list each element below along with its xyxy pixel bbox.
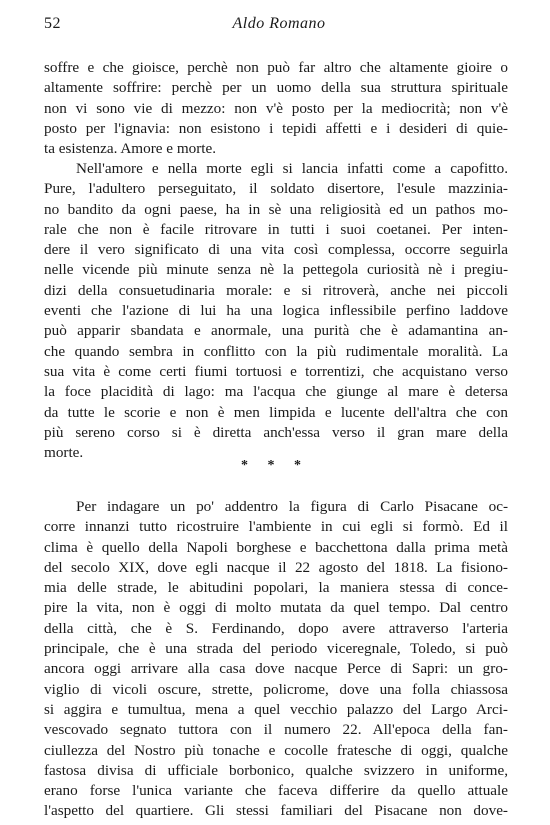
text-line: fastosa divisa di ufficiale borbonico, qualche svizzero in uniforme, bbox=[44, 761, 508, 779]
text-line: sua vita è come certi fiumi tortuosi e torrentizi, che acquistano verso bbox=[44, 362, 508, 380]
text-line: clima è quello della Napoli borghese e bacchettona dalla prima metà bbox=[44, 538, 508, 556]
text-line: da tutte le scorie e non è men limpida e lucente dell'altra che con bbox=[44, 403, 508, 421]
text-line: rale che non è facile ritrovare in tutti i suoi coetanei. Per inten- bbox=[44, 220, 508, 238]
text-line: vescovado segnato tuttora con il numero 22. All'epoca della fan- bbox=[44, 721, 508, 739]
text-line: si aggira e tumultua, mena a quel vecchio palazzo del Largo Arci- bbox=[44, 700, 508, 718]
text-line: dizi della consuetudinaria morale: e si ritroverà, anche nei piccoli bbox=[44, 281, 508, 299]
paragraph-3 bbox=[44, 497, 508, 822]
text-line: ancora oggi arrivare alla casa dove nacque Perce di Sapri: un gro- bbox=[44, 660, 508, 678]
text-line: viglio di vicoli oscure, strette, policrome, dove una folla chiassosa bbox=[44, 680, 508, 698]
text-line: pire la vita, non è oggi di molto mutata da quel tempo. Dal centro bbox=[44, 599, 508, 617]
running-head: Aldo Romano bbox=[232, 15, 326, 32]
text-line: ciullezza del Nostro più tonache e cocolle fratesche di oggi, qualche bbox=[44, 741, 508, 759]
text-line: la foce placidità di lago: ma l'acqua che giunge al mare è detersa bbox=[44, 383, 508, 401]
text-line: ta esistenza. Amore e morte. bbox=[44, 140, 217, 158]
text-line: può apparir sbandata e anormale, una purità che è adamantina an- bbox=[44, 322, 508, 340]
paragraph-1 bbox=[44, 58, 508, 159]
text-line: Pure, l'adultero perseguitato, il soldato disertore, l'esule mazzinia- bbox=[44, 180, 508, 198]
text-line: non vi sono vie di mezzo: non v'è posto per la mediocrità; non v'è bbox=[44, 99, 508, 117]
text-line: Nell'amore e nella morte egli si lancia infatti come a capofitto. bbox=[76, 160, 508, 177]
page-header bbox=[44, 15, 514, 37]
text-line: l'aspetto del quartiere. Gli stessi familiari del Pisacane non dove- bbox=[44, 802, 508, 820]
text-line: della città, che è S. Ferdinando, dopo avere attraverso l'arteria bbox=[44, 619, 508, 637]
text-line: Per indagare un po' addentro la figura di Carlo Pisacane oc- bbox=[76, 498, 508, 515]
text-line: più sereno corso si è diretta anch'essa verso il gran mare della bbox=[44, 423, 508, 441]
text-line: erano forse l'unica variante che faceva differire da quello attuale bbox=[44, 782, 508, 800]
text-line: nelle vicende più minute senza nè la pettegola curiosità nè i pregiu- bbox=[44, 261, 508, 279]
text-line: del secolo XIX, dove egli nacque il 22 agosto del 1818. La fisiono- bbox=[44, 558, 508, 576]
text-line: mia delle strade, le abitudini popolari, la maniera stessa di conce- bbox=[44, 579, 508, 597]
section-separator: * * * bbox=[241, 458, 309, 473]
text-line: eventi che l'azione di lui ha una logica inflessibile perfino laddove bbox=[44, 302, 508, 320]
text-line: corre innanzi tutto ricostruire l'ambiente in cui egli si formò. Ed il bbox=[44, 518, 508, 536]
text-line: principale, che è una strada del periodo viceregnale, Toledo, si può bbox=[44, 640, 508, 658]
text-line: soffre e che gioisce, perchè non può far altro che altamente gioire o bbox=[44, 59, 508, 76]
text-line: morte. bbox=[44, 444, 84, 462]
text-line: posto per l'ignavia: non esistono i tepidi affetti e i desideri di quie- bbox=[44, 119, 508, 137]
text-line: dere il vero significato di una vita così complessa, occorre seguirla bbox=[44, 241, 508, 259]
text-line: no bandito da ogni paese, ha in sè una religiosità ed un pathos mo- bbox=[44, 200, 508, 218]
text-line: altamente soffrire: perchè per un uomo della sua struttura spirituale bbox=[44, 79, 508, 97]
paragraph-2 bbox=[44, 159, 508, 463]
page-number: 52 bbox=[44, 15, 61, 32]
text-line: che quando sembra in conflitto con la più rudimentale moralità. La bbox=[44, 342, 508, 360]
